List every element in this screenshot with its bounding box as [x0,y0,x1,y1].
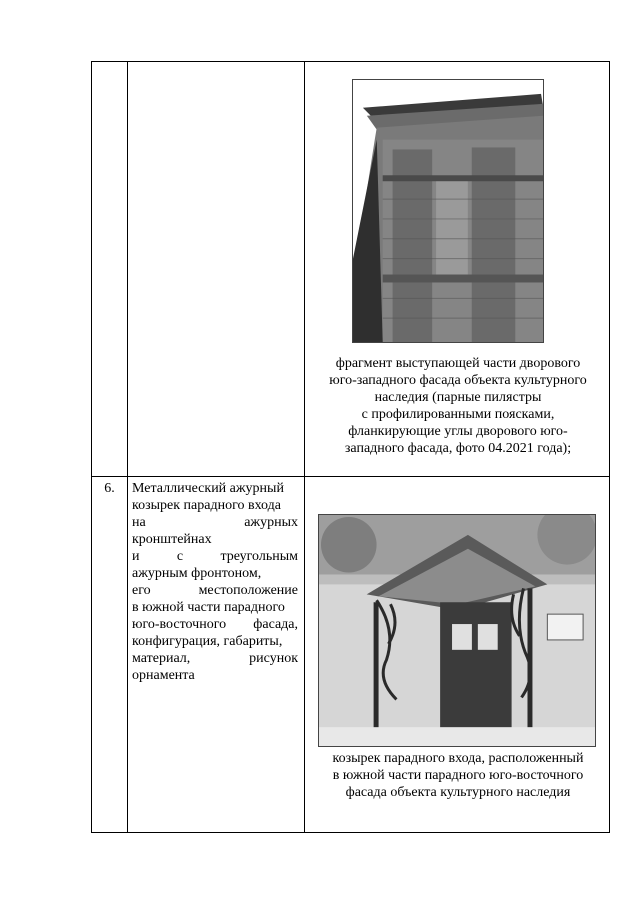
facade-fragment-image [353,80,543,342]
description-line: на ажурных [132,515,298,530]
description-line: и с треугольным [132,549,298,564]
description-line: материал, рисунок [132,651,298,666]
facade-fragment-photo [352,79,544,343]
description-line: орнамента [132,668,195,683]
caption-line: фланкирующие углы дворового юго- [348,424,568,439]
caption-line: в южной части парадного юго-восточного [332,768,584,783]
caption-line: наследия (парные пилястры [374,390,542,405]
caption-line: фрагмент выступающей части дворового [335,356,581,371]
facade-fragment-caption [305,355,611,457]
description-line: кронштейнах [132,532,212,547]
description-line: Металлический ажурный [132,481,284,496]
caption-line: западного фасада, фото 04.2021 года); [344,441,572,456]
description-line: козырек парадного входа [132,498,281,513]
caption-line: юго-западного фасада объекта культурного [329,373,587,388]
caption-line: козырек парадного входа, расположенный [332,751,584,766]
entrance-canopy-image [319,515,595,746]
caption-line: фасада объекта культурного наследия [345,785,571,800]
column-divider-1 [127,62,128,832]
description-line: юго-восточного фасада, [132,617,298,632]
entrance-canopy-caption [305,750,611,801]
description-line: ажурным фронтоном, [132,566,262,581]
description-line: его местоположение [132,583,298,598]
entrance-canopy-photo [318,514,596,747]
caption-line: с профилированными поясками, [361,407,555,422]
description-line: конфигурация, габариты, [132,634,283,649]
description-line: в южной части парадного [132,600,285,615]
row-number: 6. [104,481,115,496]
row-divider [92,476,609,477]
document-table [91,61,610,833]
row-description [132,480,298,684]
